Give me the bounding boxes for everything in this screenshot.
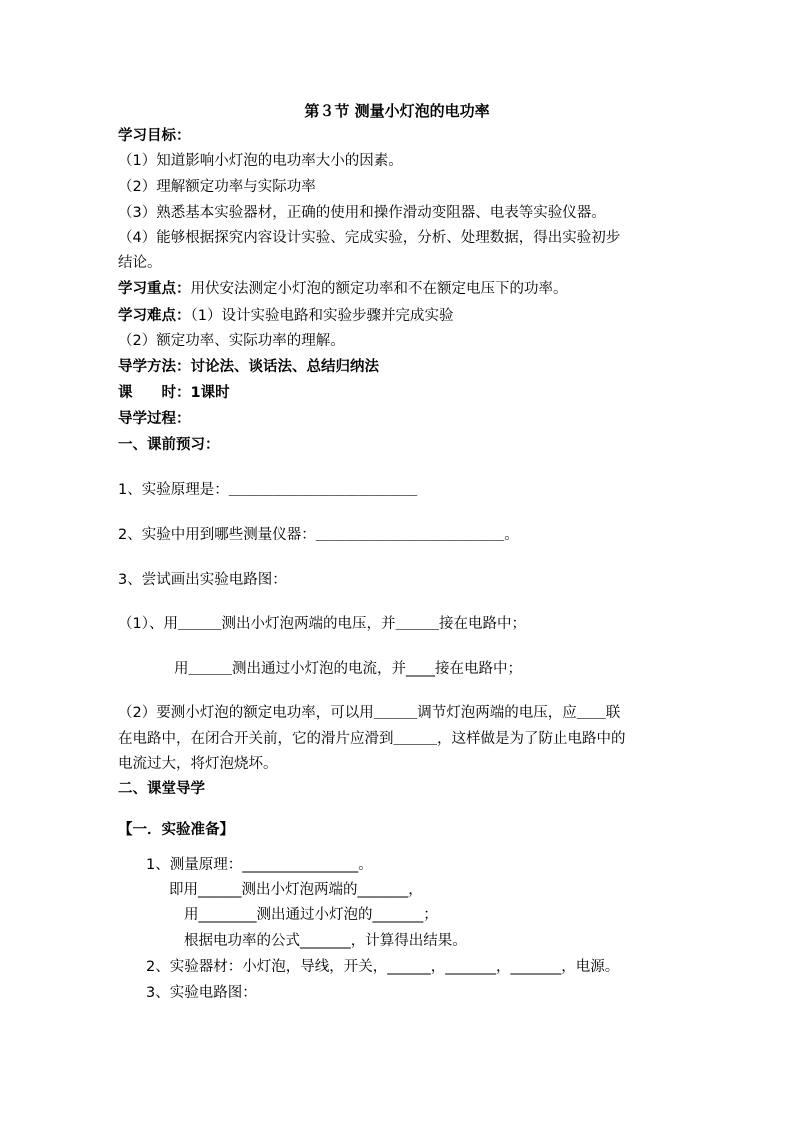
question-3-part-1b: 用＿＿＿测出通过小灯泡的电流，并____接在电路中； <box>174 661 522 677</box>
subsection-experiment-prep: 【一．实验准备】 <box>118 822 234 838</box>
section-class-heading: 二、课堂导学 <box>118 781 205 797</box>
question-3-part-2b: 在电路中，在闭合开关前，它的滑片应滑到＿＿＿，这样做是为了防止电路中的 <box>118 731 626 747</box>
page-title: 第３节 测量小灯泡的电功率 <box>304 102 490 120</box>
goal-item: 结论。 <box>118 255 162 271</box>
difficulty-label: 学习难点： <box>118 308 191 324</box>
question-3-part-1: （1）、用＿＿＿测出小灯泡两端的电压，并＿＿＿接在电路中； <box>118 616 526 632</box>
key-point-label: 学习重点： <box>118 281 191 297</box>
question-3: 3、尝试画出实验电路图： <box>118 572 287 588</box>
goal-item: （1）知道影响小灯泡的电功率大小的因素。 <box>118 153 403 169</box>
hours-line: 课 时：1课时 <box>118 385 230 401</box>
prep-item-3: 3、实验电路图： <box>146 985 257 1001</box>
method-line: 导学方法：讨论法、谈话法、总结归纳法 <box>118 359 379 375</box>
prep-item-1: 1、测量原理：________________。 <box>146 857 373 873</box>
goal-item: （3）熟悉基本实验器材，正确的使用和操作滑动变阻器、电表等实验仪器。 <box>118 205 606 221</box>
section-preview-heading: 一、课前预习： <box>118 437 220 453</box>
key-point-text: 用伏安法测定小灯泡的额定功率和不在额定电压下的功率。 <box>190 281 568 297</box>
process-label: 导学过程： <box>118 411 191 427</box>
question-3-part-2c: 电流过大，将灯泡烧坏。 <box>118 756 278 772</box>
prep-item-2: 2、实验器材：小灯泡，导线，开关，______，_______，_______，电源。 <box>146 959 620 975</box>
difficulty-text-2: （2）额定功率、实际功率的理解。 <box>118 333 345 349</box>
difficulty-text-1: （1）设计实验电路和实验步骤并完成实验 <box>190 308 454 324</box>
key-point-line <box>118 279 568 299</box>
difficulty-line <box>118 306 453 326</box>
question-2: 2、实验中用到哪些测量仪器：＿＿＿＿＿＿＿＿＿＿＿＿＿。 <box>118 527 519 543</box>
question-3-part-2a: （2）要测小灯泡的额定电功率，可以用＿＿＿调节灯泡两端的电压，应＿＿联 <box>118 705 621 721</box>
goal-item: （2）理解额定功率与实际功率 <box>118 179 316 195</box>
goal-item: （4）能够根据探究内容设计实验、完成实验，分析、处理数据，得出实验初步 <box>118 230 621 246</box>
prep-item-1b: 用________测出通过小灯泡的_______； <box>184 907 438 923</box>
goals-label: 学习目标： <box>118 128 191 144</box>
prep-item-1c: 根据电功率的公式_______，计算得出结果。 <box>184 933 467 949</box>
prep-item-1a: 即用______测出小灯泡两端的_______， <box>169 882 423 898</box>
question-1: 1、实验原理是：＿＿＿＿＿＿＿＿＿＿＿＿＿ <box>118 482 418 498</box>
